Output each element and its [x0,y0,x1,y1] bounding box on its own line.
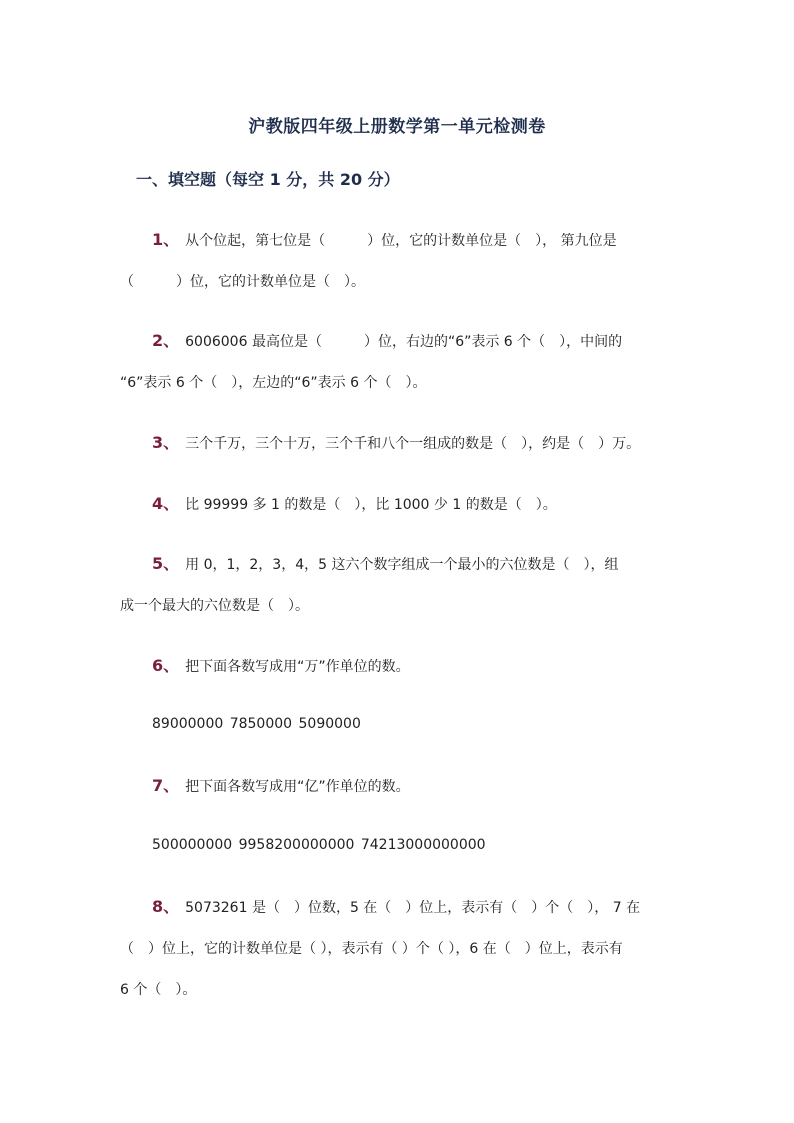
section-heading: 一、填空题（每空 1 分，共 20 分） [136,170,400,189]
question-number: 6、 [152,656,180,675]
question-3 [120,422,680,465]
question-4 [120,483,680,526]
question-5 [120,543,680,627]
question-text: 从个位起，第七位是（ ）位，它的计数单位是（ ）， 第九位是 [185,233,617,249]
question-7-numbers: 500000000 9958200000000 74213000000000 [152,837,486,853]
document-title: 沪教版四年级上册数学第一单元检测卷 [248,117,546,137]
question-text-continued: （ ）位，它的计数单位是（ ）。 [120,274,365,290]
question-text: 三个千万，三个十万，三个千和八个一组成的数是（ ），约是（ ）万。 [185,436,641,452]
question-text-continued: （ ）位上，它的计数单位是（ ），表示有（ ）个（ ），6 在（ ）位上，表示有 [120,941,623,957]
question-6 [120,645,680,688]
question-2 [120,320,680,404]
question-number: 3、 [152,433,180,452]
question-number: 2、 [152,331,180,350]
question-text: 把下面各数写成用“亿”作单位的数。 [185,779,410,795]
question-text-continued: “6”表示 6 个（ ），左边的“6”表示 6 个（ ）。 [120,375,427,391]
question-number: 1、 [152,230,180,249]
question-6-numbers: 89000000 7850000 5090000 [152,716,361,732]
question-text-continued: 成一个最大的六位数是（ ）。 [120,598,309,614]
question-8 [120,886,680,1011]
question-text: 把下面各数写成用“万”作单位的数。 [185,659,410,675]
question-number: 5、 [152,554,180,573]
question-text: 用 0，1，2，3，4，5 这六个数字组成一个最小的六位数是（ ），组 [185,557,619,573]
question-text: 6006006 最高位是（ ）位，右边的“6”表示 6 个（ ），中间的 [185,334,623,350]
question-number: 8、 [152,897,180,916]
question-text: 5073261 是（ ）位数，5 在（ ）位上，表示有（ ）个（ ）， 7 在 [185,900,641,916]
question-number: 7、 [152,776,180,795]
question-text: 比 99999 多 1 的数是（ ），比 1000 少 1 的数是（ ）。 [185,497,557,513]
question-text-continued: 6 个（ ）。 [120,982,197,998]
question-7 [120,765,680,808]
question-1 [120,219,680,303]
question-number: 4、 [152,494,180,513]
